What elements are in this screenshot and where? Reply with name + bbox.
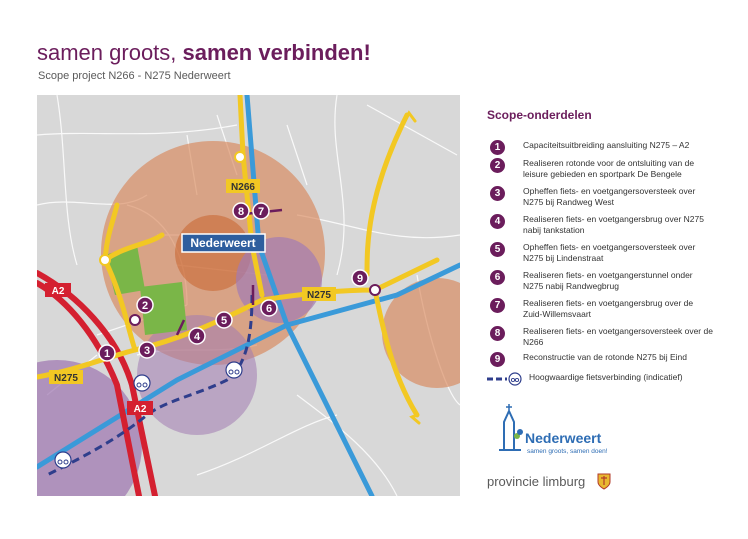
svg-text:2: 2 xyxy=(141,300,149,312)
page-title xyxy=(37,40,371,66)
place-label-nederweert xyxy=(182,234,265,252)
label-a2-south xyxy=(127,401,153,415)
bike-route-symbol xyxy=(487,372,523,386)
legend-number-badge: 7 xyxy=(490,298,505,313)
svg-text:3: 3 xyxy=(143,345,151,357)
svg-text:8: 8 xyxy=(237,206,245,218)
marker-3 xyxy=(139,342,155,358)
marker-4 xyxy=(189,328,205,344)
legend-number-badge: 1 xyxy=(490,140,505,155)
legend-item-2 xyxy=(487,158,727,180)
legend-number-badge: 9 xyxy=(490,352,505,367)
municipality-logo xyxy=(495,400,725,460)
bike-icon-2 xyxy=(226,362,242,378)
legend-item-text: Capaciteitsuitbreiding aansluiting N275 – A2 xyxy=(523,140,690,150)
legend-item-text: Realiseren fiets- en voetgangersoversteek over de N266 xyxy=(523,326,713,347)
legend-number-badge: 3 xyxy=(490,186,505,201)
svg-text:5: 5 xyxy=(220,315,228,327)
legend-item-3 xyxy=(487,186,727,208)
legend-item-5 xyxy=(487,242,727,264)
label-n275-east-text: N275 xyxy=(307,290,331,301)
marker-8 xyxy=(233,203,249,219)
roundabout-eind xyxy=(370,285,380,295)
legend-item-text: Realiseren fiets- en voetgangerstunnel onder N275 nabij Randwegbrug xyxy=(523,270,693,291)
legend-number-badge: 4 xyxy=(490,214,505,229)
marker-7 xyxy=(253,203,269,219)
legend-number-badge: 8 xyxy=(490,326,505,341)
legend-item-9 xyxy=(487,352,727,367)
place-label-text: Nederweert xyxy=(190,236,256,250)
legend-number-badge: 6 xyxy=(490,270,505,285)
legend-item-1 xyxy=(487,140,727,155)
label-n275-west-text: N275 xyxy=(54,373,78,384)
province-name: provincie limburg xyxy=(487,474,586,489)
label-a2-north-text: A2 xyxy=(51,286,65,297)
legend-item-text: Realiseren fiets- en voetgangersbrug over N275 nabij tankstation xyxy=(523,214,704,235)
marker-6 xyxy=(261,300,277,316)
bike-icon-3 xyxy=(55,452,71,468)
svg-text:1: 1 xyxy=(103,348,111,360)
roundabout-west xyxy=(100,255,110,265)
label-n275-west xyxy=(49,370,83,384)
legend-item-6 xyxy=(487,270,727,292)
province-crest-icon xyxy=(597,472,611,490)
svg-text:4: 4 xyxy=(193,331,201,343)
legend-item-7 xyxy=(487,298,727,320)
legend-number-badge: 2 xyxy=(490,158,505,173)
legend-text-bike-route: Hoogwaardige fietsverbinding (indicatief) xyxy=(529,372,683,382)
roundabout-north xyxy=(235,152,245,162)
marker-9 xyxy=(352,270,368,286)
roundabout-bengele xyxy=(130,315,140,325)
legend-item-4 xyxy=(487,214,727,236)
project-map[interactable] xyxy=(37,95,460,496)
legend-item-text: Realiseren fiets- en voetgangersbrug over de Zuid-Willemsvaart xyxy=(523,298,694,319)
label-a2-south-text: A2 xyxy=(133,404,147,415)
svg-text:6: 6 xyxy=(265,303,273,315)
map-canvas xyxy=(37,95,460,496)
svg-text:7: 7 xyxy=(257,206,265,218)
legend-title: Scope-onderdelen xyxy=(487,108,592,122)
legend-number-badge: 5 xyxy=(490,242,505,257)
title-bold: samen verbinden! xyxy=(182,40,371,65)
marker-1 xyxy=(99,345,115,361)
legend-item-text: Opheffen fiets- en voetgangersoversteek over N275 bij Lindenstraat xyxy=(523,242,696,263)
svg-text:9: 9 xyxy=(356,273,364,285)
label-n275-east xyxy=(302,287,336,301)
municipality-slogan: samen groots, samen doen! xyxy=(527,448,608,455)
page-subtitle: Scope project N266 - N275 Nederweert xyxy=(38,70,231,82)
bike-icon-1 xyxy=(134,375,150,391)
marker-5 xyxy=(216,312,232,328)
legend-item-text: Reconstructie van de rotonde N275 bij Eind xyxy=(523,352,687,362)
label-n266-text: N266 xyxy=(231,182,255,193)
legend xyxy=(487,108,727,140)
title-regular: samen groots, xyxy=(37,40,177,65)
legend-item-text: Realiseren rotonde voor de ontsluiting van de leisure gebieden en sportpark De Bengele xyxy=(523,158,695,179)
legend-item-8 xyxy=(487,326,727,348)
municipality-name: Nederweert xyxy=(525,430,602,446)
label-a2-north xyxy=(45,283,71,297)
church-logo-icon xyxy=(495,402,525,454)
label-n266 xyxy=(226,179,260,193)
legend-item-text: Opheffen fiets- en voetgangersoversteek over N275 bij Randweg West xyxy=(523,186,696,207)
legend-item-bike-route xyxy=(487,372,727,386)
marker-2 xyxy=(137,297,153,313)
